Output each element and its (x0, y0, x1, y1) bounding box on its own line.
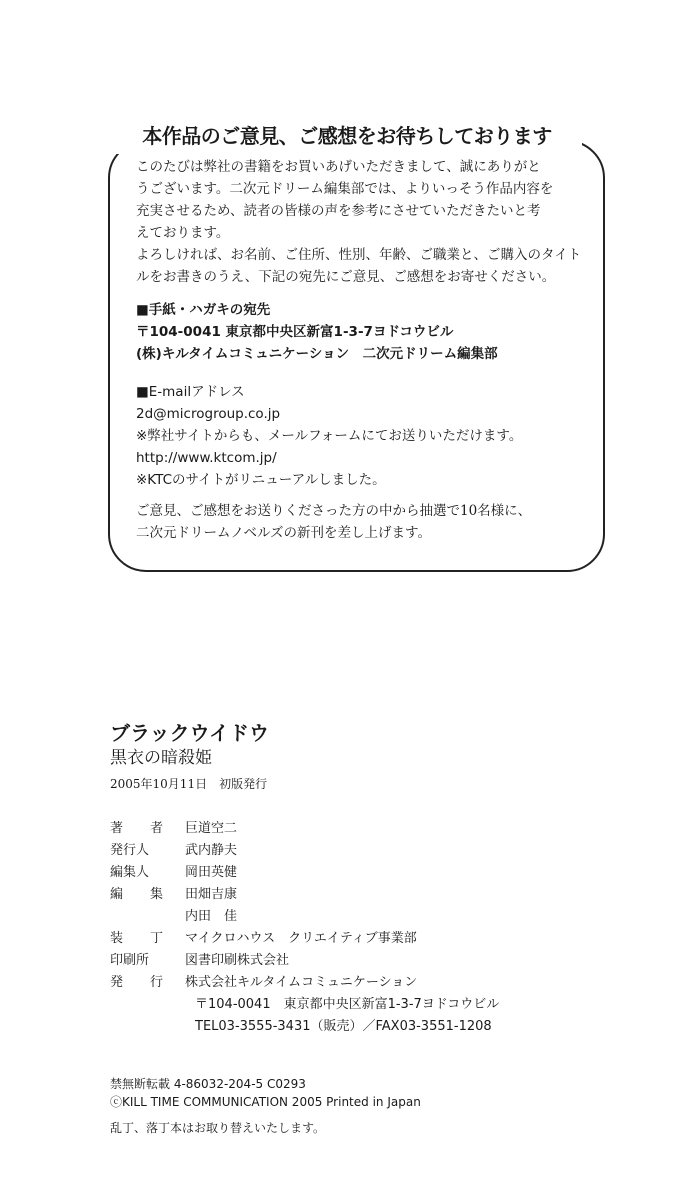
publication-date: 2005年10月11日 初版発行 (110, 777, 268, 791)
credit-label-part: 編集人 (110, 865, 150, 880)
intro-line: よろしければ、お名前、ご住所、性別、年齢、ご職業と、ご購入のタイト (136, 247, 582, 263)
credit-label (110, 884, 185, 906)
copyright-line: ⓒKILL TIME COMMUNICATION 2005 Printed in Japan (110, 1095, 421, 1109)
credit-row (110, 928, 580, 950)
credit-label-part: 者 (149, 821, 163, 836)
credit-value: 岡田英健 (185, 865, 238, 880)
mail-heading: ■手紙・ハガキの宛先 (136, 302, 271, 318)
credit-label (110, 862, 185, 884)
website-note: ※KTCのサイトがリニューアルしました。 (136, 472, 386, 488)
credit-label-part: 丁 (149, 931, 163, 946)
intro-line: 充実させるため、読者の皆様の声を参考にさせていただきたいと考 (136, 203, 541, 219)
credit-row (110, 994, 580, 1016)
credit-label-part: 著 (110, 821, 124, 836)
isbn-line: 禁無断転載 4-86032-204-5 C0293 (110, 1077, 306, 1091)
website-url: http://www.ktcom.jp/ (136, 450, 277, 466)
credit-row (110, 862, 580, 884)
credit-value: 図書印刷株式会社 (185, 953, 290, 968)
credit-row (110, 1016, 580, 1038)
email-note: ※弊社サイトからも、メールフォームにてお送りいただけます。 (136, 428, 523, 444)
book-subtitle: 黒衣の暗殺姫 (110, 748, 212, 768)
credit-value: マイクロハウス クリエイティブ事業部 (185, 931, 417, 946)
credit-label (110, 818, 185, 840)
credit-label-part: 印刷所 (110, 953, 150, 968)
credit-label-part: 装 (110, 931, 124, 946)
credit-value: TEL03-3555-3431（販売）／FAX03-3551-1208 (195, 1019, 492, 1034)
colophon-footer (110, 1075, 590, 1137)
intro-line: ルをお書きのうえ、下記の宛先にご意見、ご感想をお寄せください。 (136, 269, 556, 285)
credit-label (110, 906, 185, 928)
intro-line: うございます。二次元ドリーム編集部では、よりいっそう作品内容を (136, 181, 554, 197)
intro-line: えております。 (136, 225, 230, 241)
survey-closing (136, 500, 591, 544)
credit-label-part: 集 (149, 887, 163, 902)
credit-label (110, 840, 185, 862)
email-section (136, 381, 591, 491)
email-address: 2d@microgroup.co.jp (136, 406, 281, 422)
credit-value: 内田 佳 (185, 909, 238, 924)
credit-label-part: 編 (110, 887, 124, 902)
credit-label-part: 発 (110, 975, 124, 990)
survey-title: 本作品のご意見、ご感想をお待ちしております (112, 118, 582, 154)
intro-line: このたびは弊社の書籍をお買いあげいただきまして、誠にありがと (136, 159, 541, 175)
credits-list (110, 818, 580, 1038)
mail-address-section (136, 299, 591, 365)
credit-row (110, 818, 580, 840)
email-heading: ■E-mailアドレス (136, 384, 245, 400)
credit-row (110, 840, 580, 862)
credit-value: 巨道空二 (185, 821, 238, 836)
credit-label (110, 928, 185, 950)
credit-row (110, 884, 580, 906)
closing-line: 二次元ドリームノベルズの新刊を差し上げます。 (136, 525, 431, 541)
credit-value: 田畑吉康 (185, 887, 238, 902)
credit-label (110, 1016, 185, 1038)
credit-label (110, 972, 185, 994)
credit-label (110, 994, 185, 1016)
credit-value: 株式会社キルタイムコミュニケーション (185, 975, 418, 990)
mail-address-line: (株)キルタイムコミュニケーション 二次元ドリーム編集部 (136, 346, 498, 362)
credit-label-part: 発行人 (110, 843, 150, 858)
survey-intro (136, 156, 591, 288)
credit-row (110, 972, 580, 994)
credit-label-part: 行 (149, 975, 163, 990)
credit-value: 〒104-0041 東京都中央区新富1-3-7ヨドコウビル (195, 997, 500, 1012)
credit-label (110, 950, 185, 972)
mail-address-line: 〒104-0041 東京都中央区新富1-3-7ヨドコウビル (136, 324, 454, 340)
closing-line: ご意見、ご感想をお送りくださった方の中から抽選で10名様に、 (136, 503, 532, 519)
book-title: ブラックウイドウ (110, 721, 269, 745)
credit-row (110, 950, 580, 972)
credit-value: 武内静夫 (185, 843, 238, 858)
replacement-notice: 乱丁、落丁本はお取り替えいたします。 (110, 1121, 326, 1135)
credit-row (110, 906, 580, 928)
